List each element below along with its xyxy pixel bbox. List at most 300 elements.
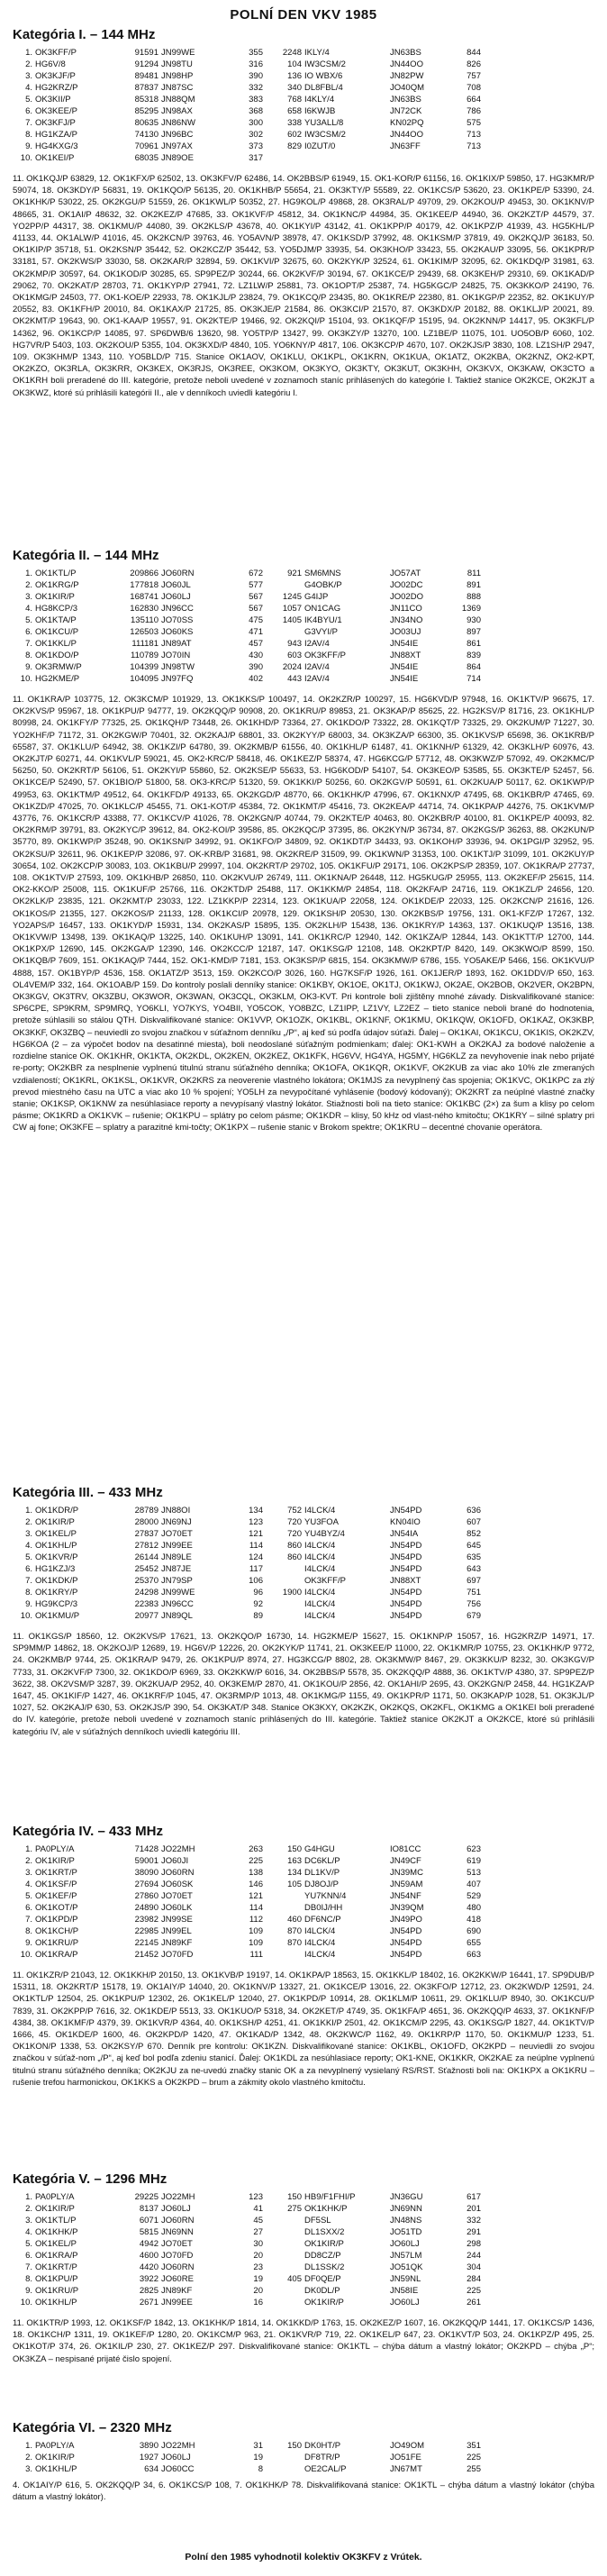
result-cell: 2671 [139, 2298, 159, 2307]
result-cell: JN69NJ [161, 1517, 192, 1527]
result-row [13, 47, 484, 59]
result-cell: 3. [25, 71, 32, 81]
result-cell: JO03UJ [390, 627, 421, 637]
result-cell: 355 [249, 48, 263, 58]
result-cell: JN88OI [161, 1506, 191, 1516]
result-cell [266, 1598, 304, 1610]
result-cell: 5. [25, 615, 32, 625]
result-cell: 27860 [134, 1891, 159, 1901]
result-cell: 4420 [139, 2262, 159, 2272]
result-row [13, 1914, 484, 1925]
result-cell: 619 [467, 1856, 481, 1866]
result-cell: 6. [25, 106, 32, 116]
result-row [13, 1540, 484, 1552]
result-cell: JN69NN [161, 2227, 194, 2237]
result-row [13, 614, 484, 626]
result-cell: JO70ET [161, 1891, 193, 1901]
result-cell: 6. [25, 1564, 32, 1574]
result-cell: 135110 [131, 615, 159, 625]
result-cell: 407 [467, 1880, 481, 1889]
result-cell: JN98TU [161, 59, 193, 69]
result-cell: OK3KEE/P [35, 106, 77, 116]
category-2-table [13, 568, 484, 685]
result-cell: JN98AX [161, 106, 193, 116]
result-cell: 8. [25, 651, 32, 660]
result-cell: 390 [249, 71, 263, 81]
result-cell: 567 [249, 604, 263, 614]
result-row [13, 1563, 484, 1575]
result-cell: JN89KF [161, 1938, 193, 1948]
result-cell [266, 1949, 304, 1961]
result-row [13, 1902, 484, 1914]
result-cell: OK1KOT/P [35, 1903, 78, 1913]
result-cell: 9. [25, 141, 32, 151]
result-row [13, 141, 484, 152]
result-cell: 480 [467, 1903, 481, 1913]
result-cell: JN99EL [161, 1926, 192, 1936]
result-cell: 104399 [130, 662, 159, 672]
category-4-text: 11. OK1KZR/P 21043, 12. OK1KKH/P 20150, 13. OK1KVB/P 19197, 14. OK1KPA/P 18563, 15. OK1KKL/P 18402, 16. OK2KKW/P 16441, 17. SP9DUB/P 15311, 18. OK2KRT/P 15178, 19. OK1AIY/P 14040, 20. OK1KNV/P 13327, 21. OK1KCE/P 13016, 22. OK3KFO/P 12712, 23. OK2KWD/P 12591, 24. OK1KTL/P 12504, 25. OK1KPU/P 12302, 26. OK1KEL/P 12040, 27. OK1KPD/P 10914, 28. OK1KLM/P 10611, 29. OK1KLU/P 8940, 30. OK1KCU/P 7839, 31. OK2KPP/P 7616, 32. OK1KDE/P 5513, 33. OK1KUO/P 5318, 34. OK2KET/P 4749, 35. OK1KFA/P 4651, 36. OK2KQQ/P 4633, 37. OK1KNF/P 4384, 38. OK1KMF/P 4379, 39. OK1KVR/P 4364, 40. OK1KSH/P 4251, 41. OK1KKI/P 2501, 42. OK1KCM/P 2295, 43. OK1KSG/P 1827, 44. OK1KTV/P 1666, 45. OK1KDE/P 1600, 46. OK2KPD/P 1420, 47. OK1KAD/P 1342, 48. OK2KWC/P 1162, 49. OK1KRP/P 1170, 50. OK1KMU/P 1233, 51. OK1KON/P 1338, 53. OK2KSY/P 670. Denník pre kontrolu: OK1KZN. Diskvalifikované stanice: OK1KBL, OK1OFD, OK2KPD – neuviedli zo svojou značkou v súťaž-nom „/P“, aj keď bol podľa zdeniu stanicí. Ďalej: OK1KDL za nesúhlasiace reporty; OK1-KNE, OK1KKR, OK2KAE za neúplne vyplnenú titulnú stranu súťažného denníka; OK2KJU za ne-uvedú značky stanic OK a za nevyplnený vysielaný RS/RST. Sťažnosti boli na: OK1KPX a OK1KRU – rušenie trefou harmonickou, OK1KKS a OK2KPD – brum a zákmity okolo vlastného kmitočtu. [13, 1971, 594, 2088]
footer-note: Polní den 1985 vyhodnotil kolektiv OK3KFV z Vrútek. [185, 2552, 422, 2562]
result-cell: 655 [467, 1938, 481, 1948]
result-cell: 2. [25, 1856, 32, 1866]
result-cell: JN86NW [161, 118, 196, 128]
result-cell: JN72CK [390, 106, 422, 116]
result-cell: 720 [287, 1529, 302, 1539]
result-cell: 860 [287, 1541, 302, 1551]
result-cell: 4. [25, 604, 32, 614]
result-cell: JN57LM [390, 2251, 422, 2261]
result-row [13, 1879, 484, 1890]
result-cell: 3890 [139, 2441, 159, 2451]
result-cell: HG8KCP/3 [35, 604, 77, 614]
result-cell: I4LCK/4 [304, 1506, 336, 1516]
result-cell: OK1KRU/P [35, 2286, 79, 2296]
result-cell: 8 [258, 2464, 263, 2474]
result-cell: 888 [467, 592, 481, 602]
result-cell: 351 [467, 2441, 481, 2451]
result-cell: OK1KIR/P [35, 1517, 75, 1527]
result-cell: HG4KXG/3 [35, 141, 78, 151]
result-cell: JN96CC [161, 1599, 194, 1609]
result-cell: JN44OO [390, 59, 423, 69]
result-row [13, 152, 484, 164]
result-cell: 643 [467, 1564, 481, 1574]
result-cell: DK0DL/P [304, 2286, 340, 2296]
result-cell: OK3KFJ/P [35, 118, 76, 128]
result-row [13, 661, 484, 673]
result-cell: 5. [25, 1891, 32, 1901]
result-cell: 460 [287, 1915, 302, 1925]
result-cell: 332 [467, 2216, 481, 2226]
result-cell: JN49CF [390, 1856, 421, 1866]
result-cell: YU3ALL/8 [304, 118, 344, 128]
category-6-heading: Kategória VI. – 2320 MHz [13, 2420, 172, 2435]
result-cell: JN54PD [390, 1552, 422, 1562]
result-row [13, 1552, 484, 1563]
result-cell: 138 [249, 1868, 263, 1878]
result-cell: 575 [467, 118, 481, 128]
result-cell: 9. [25, 1599, 32, 1609]
result-cell: JN48NS [390, 2216, 422, 2226]
result-cell: 8. [25, 2274, 32, 2284]
result-cell: JN79SP [161, 1576, 193, 1586]
result-cell: 658 [287, 106, 302, 116]
result-cell: OK1KDO/P [35, 651, 79, 660]
result-cell: OK1KKL/P [35, 639, 77, 649]
result-cell: I2AV/4 [304, 662, 330, 672]
result-cell: 457 [249, 639, 263, 649]
result-cell: 607 [467, 1517, 481, 1527]
result-cell: JN54IE [390, 639, 419, 649]
result-cell: OE2CAL/P [304, 2464, 347, 2474]
result-cell [266, 2262, 304, 2273]
result-row [13, 1937, 484, 1949]
result-cell: I4LCK/4 [304, 1938, 336, 1948]
result-cell: JN89LE [161, 1552, 192, 1562]
category-5-heading: Kategória V. – 1296 MHz [13, 2171, 168, 2187]
result-row [13, 2238, 484, 2250]
result-cell: 70961 [134, 141, 159, 151]
result-cell: 860 [287, 1552, 302, 1562]
result-cell: DJ8OJ/P [304, 1880, 340, 1889]
result-cell: 85295 [134, 106, 159, 116]
result-cell: JO60RE [161, 2274, 194, 2284]
result-row [13, 1855, 484, 1867]
result-cell: 870 [287, 1938, 302, 1948]
result-cell: 263 [249, 1844, 263, 1854]
result-cell: 617 [467, 2192, 481, 2202]
result-cell: JN99WE [161, 48, 195, 58]
result-cell: 123 [249, 1517, 263, 1527]
result-cell: 105 [287, 1880, 302, 1889]
result-cell: 291 [467, 2227, 481, 2237]
result-row [13, 2463, 484, 2475]
result-cell: 1. [25, 48, 32, 58]
category-3-text: 11. OK1KGS/P 18560, 12. OK2KVS/P 17621, 13. OK2KQO/P 16730, 14. HG2KME/P 15627, 15. OK1KNP/P 15057, 16. HG2KRZ/P 14971, 17. SP9MM/P 14862, 18. OK2KOJ/P 12689, 19. HG6V/P 12226, 20. OK2KYK/P 11741, 21. OK3KEE/P 11000, 22. OK1KMR/P 10755, 23. OK1KHK/P 9772, 24. OK2KMB/P 9744, 25. OK1KRA/P 9479, 26. OK1KPU/P 8974, 27. HG3KCG/P 8802, 28. OK3KMW/P 8467, 29. OK3KKU/P 8232, 30. OK3KGV/P 7733, 31. OK2KVF/P 7300, 32. OK1KDO/P 6969, 33. OK2KKW/P 6016, 34. OK2BBS/P 5578, 35. OK2KQQ/P 4888, 36. OK1KTV/P 4380, 37. SP9PEZ/P 3622, 38. OK2VSM/P 3287, 39. OK2KUA/P 2952, 40. OK3KEM/P 2870, 41. OK1KOU/P 2856, 42. OK1AHI/P 2695, 43. OK2KGN/P 2458, 44. HG1KZA/P 1647, 45. OK1KIF/P 1427, 46. OK1KRF/P 1045, 47. OK3RMP/P 1013, 48. OK1KMG/P 1155, 49. OK1KPR/P 1171, 50. OK3KAP/P 1028, 51. OK3KJL/P 1027, 52. OK2KAJ/P 630, 53. OK2KJS/P 390, 54. OK3KAT/P 348. Stanice OK3KXY, OK2KZK, OK2KQS, OK2KFL, OK1KMG a OK1KEI boli preradené do IV. kategórie, pretože neboli uvedené v zoznamoch staníc prihlásených do III. kategórie. Taktiež stanice OK2KJT a OK2KCE, ktoré sú prihlásili kategóriu IV, ale v súťažných denníkoch uviedli kategóriu III. [13, 1632, 594, 1737]
result-cell: 23 [253, 2262, 263, 2272]
result-cell: JO51QK [390, 2262, 423, 2272]
result-cell: 6. [25, 627, 32, 637]
result-cell: 713 [467, 130, 481, 140]
result-cell: JN97FQ [161, 674, 194, 684]
result-cell: 2. [25, 59, 32, 69]
result-row [13, 1505, 484, 1516]
result-cell: 31 [253, 2441, 263, 2451]
result-cell: HG6V/8 [35, 59, 66, 69]
result-cell: 109 [249, 1926, 263, 1936]
result-cell: JO49OM [390, 2441, 425, 2451]
result-cell: 368 [249, 106, 263, 116]
result-cell [266, 1610, 304, 1622]
result-cell: DD8CZ/P [304, 2251, 341, 2261]
result-cell: 126503 [130, 627, 159, 637]
result-cell: 10. [20, 674, 32, 684]
result-cell: JO70ET [161, 2239, 193, 2249]
result-cell: JN69NN [390, 2204, 422, 2214]
result-cell: 373 [249, 141, 263, 151]
category-1-text: 11. OK1KQJ/P 63829, 12. OK1KFX/P 62502, 13. OK3KFV/P 62486, 14. OK2BBS/P 61949, 15. OK1-KOR/P 61156, 16. OK1KIX/P 59850, 17. HG3KMR/P 59074, 18. OK3KDY/P 56831, 19. OK1KQO/P 56135, 20. OK1KHB/P 55654, 21. OK3KTY/P 55589, 22. OK1KCS/P 53620, 23. OK1KPE/P 53390, 24. OK1KHK/P 53022, 25. OK2KGU/P 51559, 26. OK1KWL/P 50352, 27. HG9KOL/P 49868, 28. OK3RAL/P 49709, 29. OK2KOU/P 49453, 30. OK1KNV/P 48665, 31. OK1AI/P 48632, 32. OK2KEZ/P 47685, 33. OK1KVF/P 45812, 34. OK1KNC/P 44984, 35. OK1KEE/P 44940, 36. OK2KZT/P 44579, 37. YO2PP/P 44317, 38. OK1KMU/P 44080, 39. OK2KLS/P 43678, 40. OK1KYI/P 43142, 41. OK1KPP/P 40179, 42. OK1KPZ/P 41939, 43. HG5KHL/P 41133, 44. OK1ALW/P 41016, 45. OK2KCN/P 39763, 46. YO5AVN/P 38978, 47. OK1KSD/P 37992, 48. OK1KSM/P 37819, 49. OK2KQJ/P 36183, 50. OK1KIP/P 35718, 51. OK2KSN/P 35442, 52. OK2KCZ/P 35442, 53. YO5DJM/P 33935, 54. OK3KHO/P 33423, 55. OK2KAU/P 33095, 56. OK1KPR/P 33181, 57. OK2KWS/P 33030, 58. OK2KAR/P 32894, 59. OK1KVI/P 32675, 60. OK2KYK/P 32524, 61. OK1KIM/P 32095, 62. OK1KDQ/P 31981, 63. OK2KMP/P 30597, 64. OK1KOD/P 30285, 65. SP9PEZ/P 30244, 66. OK2KVF/P 30194, 67. OK1KCE/P 29439, 68. OK3KEH/P 29310, 69. OK1KAD/P 29062, 70. OK2KAT/P 28703, 71. OK1KYP/P 27941, 72. LZ1LW/P 25881, 73. OK1OPT/P 25387, 74. HG5KGC/P 24825, 75. OK3KKO/P 24190, 76. OK1KMG/P 24503, 77. OK1-KOE/P 22933, 78. OK1KJL/P 23824, 79. OK1KCQ/P 23435, 80. OK1KRE/P 22380, 81. OK1KGP/P 22352, 82. OK1KUY/P 20552, 83. OK1KFH/P 20010, 84. OK1KAX/P 21725, 85. OK3KJE/P 21584, 86. OK3KCI/P 21570, 87. OK3KDX/P 20182, 88. OK1KLJ/P 20021, 89. OK2KMT/P 19643, 90. OK1-KAA/P 19557, 91. OK2KTE/P 19466, 92. OK2KQI/P 15104, 93. OK1KQF/P 15195, 94. OK2KNN/P 14417, 95. OK3KFL/P 14362, 96. OK1KCP/P 14085, 97. SP6DWB/6 13620, 98. YO5TP/P 13427, 99. OK3KZY/P 13270, 100. LZ1BE/P 11075, 101. UO5OB/P 6060, 102. HG7VR/P 5403, 103. OK2KOU/P 5355, 104. OK3KXD/P 4840, 105. YO6KNY/P 4817, 106. OK3KCP/P 4670, 107. OK2KJS/P 3830, 108. LZ1SH/P 2947, 109. OK3KHM/P 1343, 110. YO5BLD/P 715. Stanice OK1AOV, OK1KLU, OK1KPL, OK1KRN, OK1KUA, OK1ATZ, OK2KBA, OK2KNZ, OK2-KPT, OK2KZO, OK3RLA, OK3KRR, OK3KEX, OK3RJS, OK3REE, OK3KOM, OK3KYO, OK3KTY, OK3KUT, OK3KHH, OK3KVX, OK3KAW, OK3CTO a OK1KRH boli preradené do III. kategórie, pretože neboli uvedené v zoznamoch staníc prihlásených do kategórie I. Taktiež stanice OK2KCE, OK2KJT a OK3KWZ, ktoré sú prihlásili kategórii II., ale v denníkoch uviedli kategóriu I. [13, 174, 594, 398]
result-cell: JN63FF [390, 141, 421, 151]
result-row [13, 2191, 484, 2203]
result-cell: OK1KHK/P [35, 2227, 78, 2237]
result-cell: 5815 [139, 2227, 159, 2237]
category-6-text: 4. OK1AIY/P 616, 5. OK2KQQ/P 34, 6. OK1KCS/P 108, 7. OK1KHK/P 78. Diskvalifikovaná stanice: OK1KTL – chýba dátum a vlastný lokátor (chýba dátum a vlastný lokátor). [13, 2480, 594, 2503]
category-6-table [13, 2440, 484, 2475]
result-cell: 943 [287, 639, 302, 649]
result-cell: IK4BYU/1 [304, 615, 342, 625]
result-cell: 636 [467, 1506, 481, 1516]
category-1-heading: Kategória I. – 144 MHz [13, 27, 156, 42]
result-cell: 104 [287, 59, 302, 69]
category-4-table [13, 1843, 484, 1961]
result-row [13, 2440, 484, 2452]
result-cell: 117 [249, 1564, 263, 1574]
result-cell: OK1KTL/P [35, 2216, 77, 2226]
result-cell: 23982 [134, 1915, 159, 1925]
result-cell: JO60RN [161, 2216, 195, 2226]
result-cell: 5. [25, 1552, 32, 1562]
result-cell: OK1KEL/P [35, 1529, 77, 1539]
result-cell: OK3KJF/P [35, 71, 76, 81]
result-cell: 7. [25, 1915, 32, 1925]
result-cell: 30 [253, 2239, 263, 2249]
result-cell: 2. [25, 1517, 32, 1527]
result-cell [266, 2238, 304, 2250]
result-cell: 390 [249, 662, 263, 672]
result-cell: JO22MH [161, 2192, 195, 2202]
result-row [13, 1949, 484, 1961]
result-cell: 85318 [134, 95, 159, 105]
result-cell: 177818 [130, 580, 159, 590]
result-cell: 751 [467, 1588, 481, 1597]
result-cell: 5. [25, 95, 32, 105]
result-cell: 284 [467, 2274, 481, 2284]
result-cell: 1900 [282, 1588, 302, 1597]
result-cell: JO60RN [161, 1868, 195, 1878]
result-cell: 24298 [134, 1588, 159, 1597]
result-cell: 826 [467, 59, 481, 69]
result-cell [266, 2463, 304, 2475]
result-cell: I0ZUT/0 [304, 141, 336, 151]
result-cell: 1. [25, 1844, 32, 1854]
result-cell: PA0PLY/A [35, 1844, 75, 1854]
result-cell: 111181 [131, 639, 159, 649]
result-cell [266, 2215, 304, 2226]
result-cell: 430 [249, 651, 263, 660]
result-cell: 163 [287, 1856, 302, 1866]
result-cell: 89 [253, 1611, 263, 1621]
result-cell: 25452 [134, 1564, 159, 1574]
result-row [13, 2452, 484, 2463]
result-cell: 10. [20, 1950, 32, 1960]
result-cell: JN44OO [390, 130, 423, 140]
result-cell [266, 2285, 304, 2297]
result-cell: JO70FD [161, 2251, 194, 2261]
result-row [13, 1867, 484, 1879]
result-cell: 9. [25, 662, 32, 672]
result-cell: JN54PD [390, 1599, 422, 1609]
result-cell: 757 [467, 71, 481, 81]
category-1-table [13, 47, 484, 164]
result-cell: 201 [467, 2204, 481, 2214]
result-cell: DK0HT/P [304, 2441, 341, 2451]
result-cell: JN34NO [390, 615, 423, 625]
result-row [13, 1575, 484, 1587]
result-cell: JN54IA [390, 1529, 419, 1539]
result-cell: 844 [467, 48, 481, 58]
result-cell: DL1SXX/2 [304, 2227, 345, 2237]
result-cell: 134 [287, 1868, 302, 1878]
result-cell: 2024 [282, 662, 302, 672]
result-cell: OK1KTL/P [35, 569, 77, 578]
result-cell: 7. [25, 2262, 32, 2272]
result-row [13, 1598, 484, 1610]
category-3-table [13, 1505, 484, 1622]
result-cell: 26144 [134, 1552, 159, 1562]
result-row [13, 2203, 484, 2215]
result-cell: 768 [287, 95, 302, 105]
result-cell: JO51TD [390, 2227, 422, 2237]
result-cell: 275 [287, 2204, 302, 2214]
result-cell: OK1KHL/P [35, 2298, 77, 2307]
result-cell: I4LCK/4 [304, 1541, 336, 1551]
result-cell: OK1KIR/P [35, 2453, 75, 2462]
result-cell: 4. [25, 1541, 32, 1551]
result-cell: JN54PD [390, 1506, 422, 1516]
result-cell: 634 [144, 2464, 159, 2474]
result-cell: 1057 [282, 604, 302, 614]
result-cell: JN39MC [390, 1868, 423, 1878]
result-cell: JO02DO [390, 592, 423, 602]
result-cell: 146 [249, 1880, 263, 1889]
result-cell: JN99WE [161, 1588, 195, 1597]
result-cell: JO70IN [161, 651, 191, 660]
result-cell: JN89QL [161, 1611, 193, 1621]
result-row [13, 579, 484, 591]
result-cell: 897 [467, 627, 481, 637]
result-cell: G4OBK/P [304, 580, 342, 590]
result-cell: JN54PD [390, 1588, 422, 1597]
result-cell: JN67MT [390, 2464, 422, 2474]
result-row [13, 591, 484, 603]
result-cell [266, 579, 304, 591]
result-cell: 112 [249, 1915, 263, 1925]
result-row [13, 1516, 484, 1528]
result-cell: 225 [467, 2453, 481, 2462]
result-cell: JN39QM [390, 1903, 424, 1913]
result-row [13, 603, 484, 614]
result-cell [390, 152, 454, 164]
result-cell: JO60LK [161, 1903, 193, 1913]
result-cell: 168741 [130, 592, 159, 602]
result-cell: HG9KCP/3 [35, 1599, 77, 1609]
result-cell: JN98HP [161, 71, 194, 81]
result-cell: OK1KEF/P [35, 1891, 77, 1901]
result-cell: I6KWJB [304, 106, 336, 116]
result-row [13, 1587, 484, 1598]
result-cell: OK1KMU/P [35, 1611, 80, 1621]
result-cell: 304 [467, 2262, 481, 2272]
result-cell: 2248 [282, 48, 302, 58]
result-cell: 38090 [134, 1868, 159, 1878]
result-cell: 786 [467, 106, 481, 116]
result-cell: YU7KNN/4 [304, 1891, 347, 1901]
result-cell: I4LCK/4 [304, 1926, 336, 1936]
result-cell: OK1KRT/P [35, 1868, 77, 1878]
result-cell: JN63BS [390, 95, 421, 105]
result-cell: OK1KIR/P [35, 2204, 75, 2214]
result-cell: I2AV/4 [304, 639, 330, 649]
result-cell: 921 [287, 569, 302, 578]
result-row [13, 2250, 484, 2262]
result-cell [266, 1563, 304, 1575]
result-cell: 92 [253, 1599, 263, 1609]
result-cell: JN88XT [390, 651, 421, 660]
result-row [13, 117, 484, 129]
result-cell: JN96BC [161, 130, 194, 140]
result-cell: JO51FE [390, 2453, 421, 2462]
result-cell: JN54PD [390, 1950, 422, 1960]
category-5-table [13, 2191, 484, 2308]
result-cell: 402 [249, 674, 263, 684]
result-row [13, 2215, 484, 2226]
result-row [13, 2273, 484, 2285]
result-cell: JN89AT [161, 639, 192, 649]
result-cell: 255 [467, 2464, 481, 2474]
result-cell: 110789 [131, 651, 159, 660]
result-cell: 45 [253, 2216, 263, 2226]
result-cell: JO60CC [161, 2464, 195, 2474]
result-cell: OK1KCH/P [35, 1926, 79, 1936]
result-cell: JN58IE [390, 2286, 419, 2296]
result-cell: 4. [25, 1880, 32, 1889]
result-cell: 529 [467, 1891, 481, 1901]
result-cell: 96 [253, 1588, 263, 1597]
result-cell: I4LCK/4 [304, 1950, 336, 1960]
result-cell: JN88QM [161, 95, 195, 105]
result-cell: 811 [467, 569, 481, 578]
result-cell: JO60LJ [390, 2298, 420, 2307]
result-cell: 864 [467, 662, 481, 672]
result-cell: 3. [25, 592, 32, 602]
result-cell: 106 [249, 1576, 263, 1586]
result-cell: ON1CAG [304, 604, 341, 614]
result-cell: 752 [287, 1506, 302, 1516]
result-cell: 635 [467, 1552, 481, 1562]
result-cell: G4HGU [304, 1844, 335, 1854]
result-cell: 111 [249, 1950, 263, 1960]
result-cell: 6. [25, 1903, 32, 1913]
result-cell: OK1KPU/P [35, 2274, 78, 2284]
result-cell: HB9/F1FHI/P [304, 2192, 356, 2202]
result-cell: 7. [25, 639, 32, 649]
result-cell: 664 [467, 95, 481, 105]
result-cell: JO40QM [390, 83, 425, 93]
result-cell: JO60JL [161, 580, 191, 590]
result-cell: 114 [249, 1903, 263, 1913]
result-cell: JN59AM [390, 1880, 423, 1889]
result-cell: 3922 [139, 2274, 159, 2284]
result-cell: 3. [25, 1529, 32, 1539]
result-cell: 8. [25, 130, 32, 140]
result-cell: 150 [287, 1844, 302, 1854]
result-cell: KN04IO [390, 1517, 421, 1527]
result-cell: 16 [253, 2298, 263, 2307]
result-cell: 2. [25, 580, 32, 590]
result-cell: JO60KS [161, 627, 194, 637]
result-cell: 91591 [134, 48, 159, 58]
